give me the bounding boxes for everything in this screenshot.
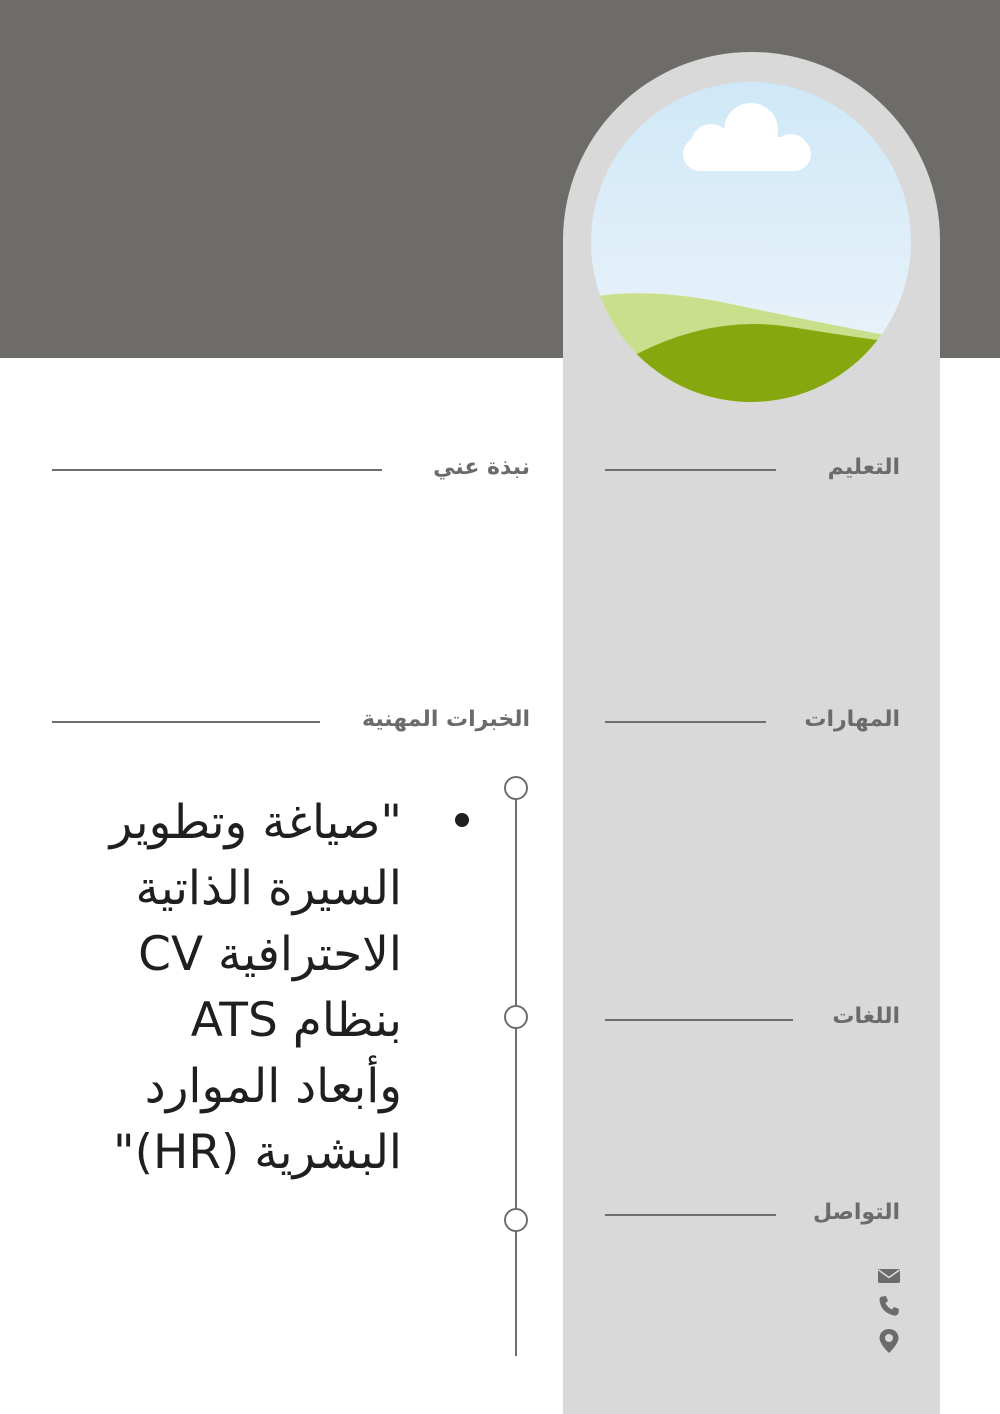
location-icon (876, 1327, 902, 1353)
about-heading: نبذة عني (433, 455, 530, 480)
phone-icon (876, 1293, 902, 1319)
skills-heading: المهارات (804, 707, 900, 732)
education-heading: التعليم (827, 455, 900, 480)
bullet-icon (455, 813, 469, 827)
experience-timeline (515, 800, 517, 1356)
contact-heading: التواصل (812, 1200, 900, 1225)
timeline-node (504, 1005, 528, 1029)
languages-heading: اللغات (832, 1004, 900, 1029)
languages-rule (605, 1019, 793, 1021)
experience-rule (52, 721, 320, 723)
experience-heading: الخبرات المهنية (361, 707, 530, 732)
timeline-node (504, 1208, 528, 1232)
profile-photo-placeholder (591, 82, 911, 402)
contact-rule (605, 1214, 776, 1216)
education-rule (605, 469, 776, 471)
about-rule (52, 469, 382, 471)
mail-icon (876, 1262, 902, 1288)
timeline-node (504, 776, 528, 800)
experience-item: "صياغة وتطوير السيرة الذاتية الاحترافية CV بنظام ATS وأبعاد الموارد البشرية (HR)" (109, 795, 402, 1180)
skills-rule (605, 721, 766, 723)
